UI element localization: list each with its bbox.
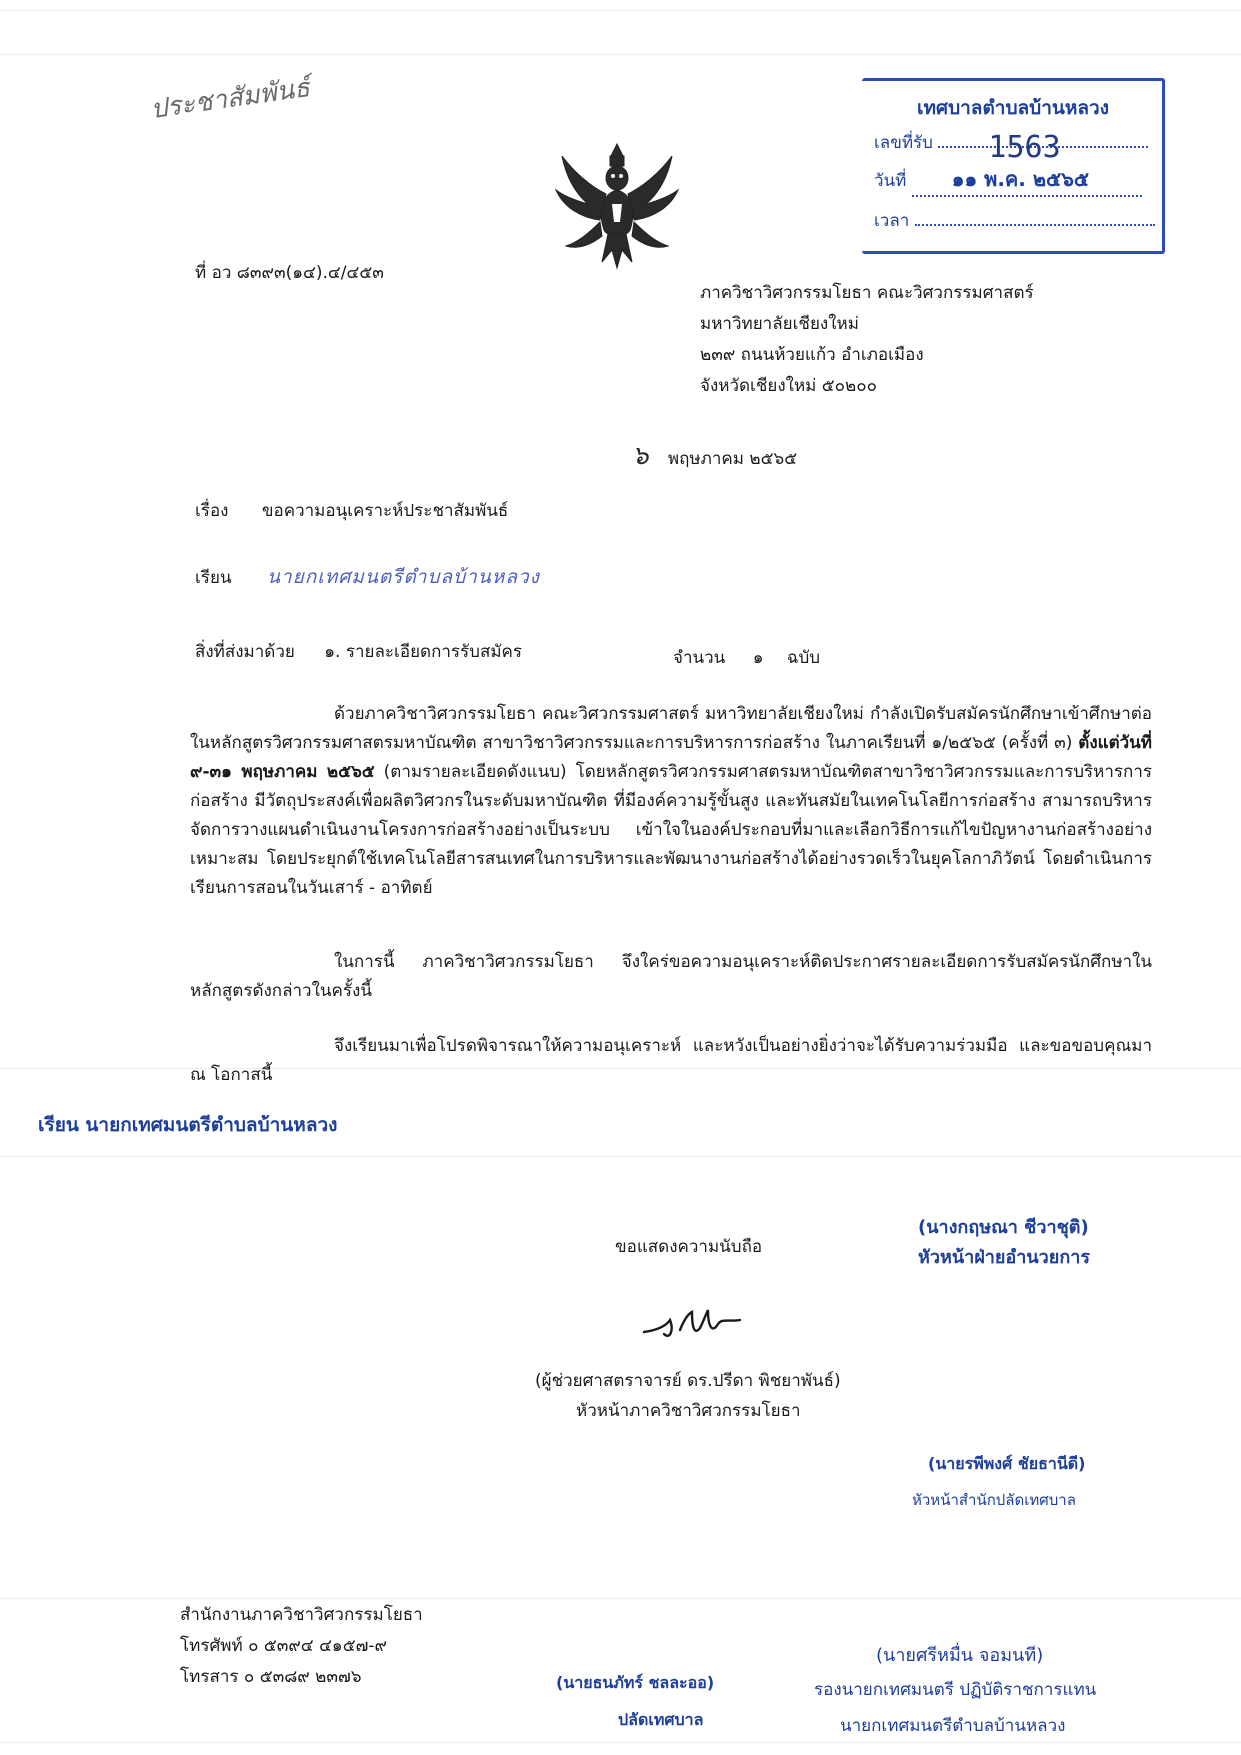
stamp-date-value: ๑๑ พ.ค. ๒๕๖๕: [951, 167, 1090, 191]
body-p1-a: ด้วยภาควิชาวิศวกรรมโยธา คณะวิศวกรรมศาสตร์ มหาวิทยาลัยเชียงใหม่ กำลังเปิดรับสมัครนักศึกษาเข้าศึกษาต่อในหลักสูตรวิศวกรรมศาสตรมหาบัณฑิต สาขาวิชาวิศวกรรมและการบริหารการก่อสร้าง ในภาคเรียนที่ ๑/๒๕๖๕ (ครั้งที่ ๓): [190, 704, 1152, 753]
body-paragraph-2: ในการนี้ ภาควิชาวิศวกรรมโยธา จึงใคร่ขอความอนุเคราะห์ติดประกาศรายละเอียดการรับสมัครนักศึกษาในหลักสูตรดังกล่าวในครั้งนี้: [190, 952, 1152, 1001]
sender-address: [700, 278, 1034, 402]
enclosure-quantity: [673, 647, 820, 669]
signer-name: (ผู้ช่วยศาสตราจารย์ ดร.ปรีดา พิชยาพันธ์): [535, 1371, 841, 1391]
subject-line: [195, 500, 508, 522]
body-p1-bold: ตั้งแต่วันที่ ๙-๓๑ พฤษภาคม ๒๕๖๕: [190, 733, 1152, 782]
subject-label: เรื่อง: [195, 501, 229, 521]
address-line: จังหวัดเชียงใหม่ ๕๐๒๐๐: [700, 376, 877, 396]
enclosure-qty-label: จำนวน: [673, 648, 726, 668]
deputy-name: (นายศรีหมื่น จอมนที): [876, 1645, 1044, 1666]
stamp-office: เทศบาลตำบลบ้านหลวง: [917, 97, 1109, 119]
address-line: ๒๓๙ ถนนห้วยแก้ว อำเภอเมือง: [700, 345, 924, 365]
enclosure-label: สิ่งที่ส่งมาด้วย: [195, 642, 295, 662]
signature: [640, 1300, 750, 1350]
footer-contact: [180, 1600, 423, 1693]
received-stamp: [862, 78, 1165, 254]
address-line: ภาควิชาวิศวกรรมโยธา คณะวิศวกรรมศาสตร์: [700, 283, 1034, 303]
address-line: มหาวิทยาลัยเชียงใหม่: [700, 314, 859, 334]
stamp-date-label: วันที่: [874, 171, 907, 191]
date-day: ๖: [632, 441, 649, 471]
footer-fax: โทรสาร ๐ ๕๓๘๙ ๒๓๗๖: [180, 1667, 362, 1687]
signer-title: หัวหน้าภาควิชาวิศวกรรมโยธา: [576, 1401, 801, 1421]
stamp-number-row: [874, 129, 1148, 165]
date-rest: พฤษภาคม ๒๕๖๕: [667, 449, 798, 469]
deputy-title-2: นายกเทศมนตรีตำบลบ้านหลวง: [840, 1716, 1066, 1736]
admin-head-title: หัวหน้าฝ่ายอำนวยการ: [918, 1247, 1091, 1268]
forward-to-annotation: เรียน นายกเทศมนตรีตำบลบ้านหลวง: [38, 1114, 338, 1136]
garuda-emblem: [552, 138, 682, 273]
closing: ขอแสดงความนับถือ: [615, 1237, 763, 1257]
stamp-time-label: เวลา: [874, 211, 910, 231]
reference-line: [195, 262, 384, 284]
letter-date: [632, 441, 798, 471]
stamp-number-value: 1563: [988, 130, 1061, 165]
enclosure-line: [195, 641, 522, 663]
handwritten-note: ประชาสัมพันธ์: [148, 72, 312, 126]
municipal-clerk-name: (นายธนภัทร์ ชลละออ): [556, 1673, 715, 1692]
body-p1-b: (ตามรายละเอียดดังแนบ) โดยหลักสูตรวิศวกรรมศาสตรมหาบัณฑิตสาขาวิชาวิศวกรรมและการบริหารการก่อสร้าง มีวัตถุประสงค์เพื่อผลิตวิศวกรในระดับมหาบัณฑิต ที่มีองค์ความรู้ขั้นสูง และทันสมัยในเทคโนโลยีการก่อสร้าง สามารถบริหารจัดการวางแผนดำเนินงานโครงการก่อสร้างอย่างเป็นระบบ เข้าใจในองค์ประกอบที่มาและเลือกวิธีการแก้ไขปัญหางานก่อสร้างอย่างเหมาะสม โดยประยุกต์ใช้เทคโนโลยีสารสนเทศในการบริหารและพัฒนางานก่อสร้างได้อย่างรวดเร็วในยุคโลกาภิวัตน์ โดยดำเนินการเรียนการสอนในวันเสาร์ - อาทิตย์: [190, 762, 1152, 898]
admin-head-name: (นางกฤษณา ชีวาชุติ): [918, 1217, 1089, 1238]
to-line: [195, 566, 540, 589]
footer-phone: โทรศัพท์ ๐ ๕๓๙๔ ๔๑๕๗-๙: [180, 1636, 387, 1656]
to-label: เรียน: [195, 568, 232, 588]
enclosure-item: ๑. รายละเอียดการรับสมัคร: [324, 642, 523, 662]
ref-label: ที่ อว: [195, 263, 232, 283]
to-handwritten: นายกเทศมนตรีตำบลบ้านหลวง: [266, 566, 540, 588]
deputy-title-1: รองนายกเทศมนตรี ปฏิบัติราชการแทน: [814, 1680, 1097, 1700]
body-paragraph-3: จึงเรียนมาเพื่อโปรดพิจารณาให้ความอนุเคราะห์ และหวังเป็นอย่างยิ่งว่าจะได้รับความร่วมมือ และขอขอบคุณมา ณ โอกาสนี้: [190, 1036, 1152, 1085]
stamp-date-row: [874, 163, 1142, 197]
ref-number: ๘๓๙๓(๑๔).๔/๔๕๓: [236, 263, 384, 283]
body-paragraph-1: [190, 700, 1152, 903]
footer-office: สำนักงานภาควิชาวิศวกรรมโยธา: [180, 1605, 423, 1625]
enclosure-qty: ๑: [752, 648, 764, 668]
municipal-clerk-title: ปลัดเทศบาล: [618, 1710, 704, 1729]
enclosure-unit: ฉบับ: [786, 648, 821, 668]
stamp-time-row: [874, 207, 1155, 234]
subject-text: ขอความอนุเคราะห์ประชาสัมพันธ์: [261, 501, 509, 521]
clerk-head-name: (นายรพีพงศ์ ชัยธานีดี): [928, 1454, 1086, 1473]
stamp-number-label: เลขที่รับ: [874, 133, 933, 153]
clerk-head-title: หัวหน้าสำนักปลัดเทศบาล: [912, 1491, 1076, 1509]
